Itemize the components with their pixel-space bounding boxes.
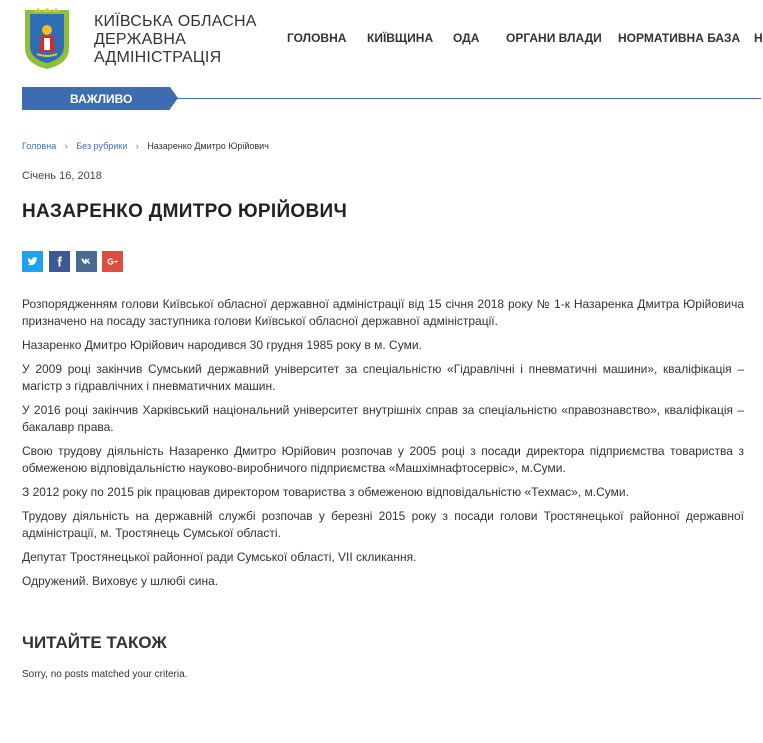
site-title-line-3: АДМІНІСТРАЦІЯ bbox=[94, 49, 222, 66]
google-plus-icon bbox=[107, 256, 118, 267]
coat-of-arms-icon bbox=[22, 8, 72, 70]
nav-item-regulatory[interactable]: НОРМАТИВНА БАЗА bbox=[618, 31, 741, 45]
article-paragraph: Депутат Тростянецької районної ради Сумської області, VII скликання. bbox=[22, 550, 417, 564]
ticker-label[interactable] bbox=[22, 87, 170, 110]
site-title-line-2: ДЕРЖАВНА bbox=[94, 31, 186, 48]
share-facebook-button[interactable] bbox=[49, 251, 70, 272]
site-logo[interactable] bbox=[22, 8, 72, 70]
related-posts-empty: Sorry, no posts matched your criteria. bbox=[22, 669, 188, 680]
breadcrumb-home[interactable]: Головна bbox=[22, 141, 57, 151]
ticker-arrow bbox=[170, 87, 178, 109]
article-paragraph: Розпорядженням голови Київської обласної державної адміністрації від 15 січня 2018 року № 1-к Назаренка Дмитра Юрійовича призначено на посаду заступника голови Київської обласної державної адміністрації. bbox=[22, 297, 744, 328]
share-twitter-button[interactable] bbox=[22, 251, 43, 272]
article-body bbox=[22, 296, 744, 597]
article-paragraph: Свою трудову діяльність Назаренко Дмитро Юрійович розпочав у 2005 році з посади директора підприємства товариства з обмеженою відповідальністю науково-виробничого підприємства «Машхімнафтосервіс», м.Суми. bbox=[22, 444, 744, 475]
article-paragraph: У 2009 році закінчив Сумський державний університет за спеціальністю «Гідравлічні і пневматичні машини», кваліфікація – магістр з гідравлічних і пневматичних машин. bbox=[22, 362, 744, 393]
breadcrumb-category[interactable]: Без рубрики bbox=[76, 141, 128, 151]
share-google-button[interactable] bbox=[102, 251, 123, 272]
page-title: НАЗАРЕНКО ДМИТРО ЮРІЙОВИЧ bbox=[22, 201, 348, 222]
twitter-icon bbox=[27, 256, 38, 267]
article-paragraph: Назаренко Дмитро Юрійович народився 30 грудня 1985 року в м. Суми. bbox=[22, 338, 422, 352]
related-posts-title: ЧИТАЙТЕ ТАКОЖ bbox=[22, 633, 167, 652]
article-date: Січень 16, 2018 bbox=[22, 170, 102, 182]
nav-item-oda[interactable]: ОДА bbox=[453, 31, 480, 45]
breadcrumb bbox=[22, 141, 269, 151]
nav-item-more[interactable]: Н bbox=[754, 31, 763, 45]
site-title-line-1: КИЇВСЬКА ОБЛАСНА bbox=[94, 13, 257, 30]
chevron-right-icon: › bbox=[64, 141, 68, 151]
nav-item-kyivshchyna[interactable]: КИЇВЩИНА bbox=[367, 31, 434, 45]
vk-icon bbox=[81, 256, 92, 267]
article-paragraph: Трудову діяльність на державній службі розпочав у березні 2015 року з посади голови Тростянецької районної державної адміністрації, м. Тростянець Сумської області. bbox=[22, 509, 744, 540]
article-paragraph: Одружений. Виховує у шлюбі сина. bbox=[22, 574, 219, 588]
article-paragraph: З 2012 року по 2015 рік працював директором товариства з обмеженою відповідальністю «Техмас», м.Суми. bbox=[22, 485, 629, 499]
nav-item-home[interactable]: ГОЛОВНА bbox=[287, 31, 347, 45]
breadcrumb-current: Назаренко Дмитро Юрійович bbox=[147, 141, 269, 151]
nav-item-authorities[interactable]: ОРГАНИ ВЛАДИ bbox=[506, 31, 602, 45]
share-vk-button[interactable] bbox=[76, 251, 97, 272]
site-title[interactable] bbox=[94, 13, 264, 67]
chevron-right-icon: › bbox=[135, 141, 139, 151]
facebook-icon bbox=[54, 256, 65, 267]
ticker-label-text: ВАЖЛИВО bbox=[70, 92, 133, 106]
article-paragraph: У 2016 році закінчив Харківський національний університет внутрішніх справ за спеціальністю «правознавство», кваліфікація – бакалавр права. bbox=[22, 403, 744, 434]
